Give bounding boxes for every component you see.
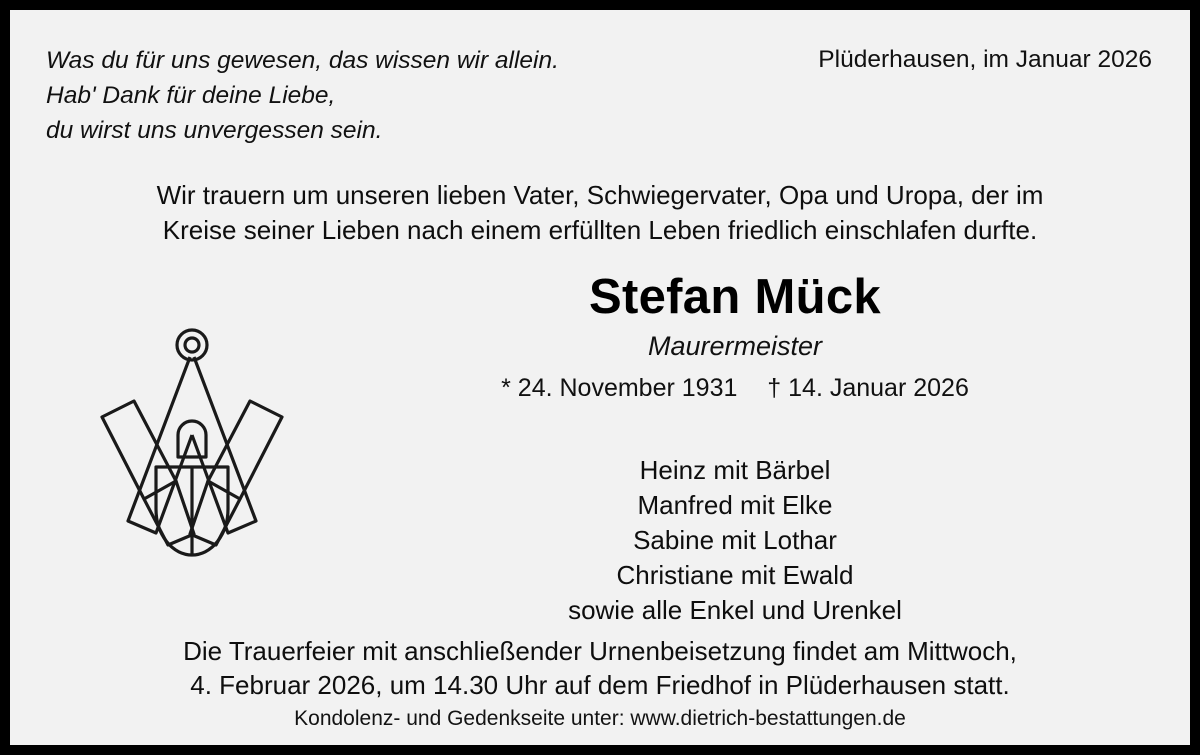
funeral-line-1: Die Trauerfeier mit anschließender Urnenbeisetzung findet am Mittwoch, — [183, 636, 1017, 666]
list-item: Sabine mit Lothar — [633, 524, 837, 555]
list-item: Christiane mit Ewald — [616, 559, 854, 590]
place-and-date: Plüderhausen, im Januar 2026 — [818, 46, 1152, 73]
list-item: Heinz mit Bärbel — [639, 455, 831, 485]
condolence-link[interactable]: Kondolenz- und Gedenkseite unter: www.dietrich-bestattungen.de — [294, 707, 906, 730]
deceased-name: Stefan Mück — [589, 270, 881, 324]
verse-line-3: du wirst uns unvergessen sein. — [46, 116, 383, 144]
verse-line-1: Was du für uns gewesen, das wissen wir allein. — [46, 47, 559, 74]
intro-line-1: Wir trauern um unseren lieben Vater, Schwiegervater, Opa und Uropa, der im — [156, 180, 1044, 210]
death-date: † 14. Januar 2026 — [767, 374, 969, 403]
mourners-list — [340, 453, 1130, 628]
list-item: sowie alle Enkel und Urenkel — [568, 594, 902, 625]
memorial-verse — [46, 44, 559, 148]
birth-date: * 24. November 1931 — [501, 374, 738, 403]
header-row — [10, 44, 1190, 148]
list-item: Manfred mit Elke — [637, 489, 833, 520]
intro-paragraph — [10, 178, 1190, 247]
verse-line-2: Hab' Dank für deine Liebe, — [46, 81, 336, 109]
funeral-line-2: 4. Februar 2026, um 14.30 Uhr auf dem Friedhof in Plüderhausen statt. — [190, 670, 1010, 701]
obituary-card — [10, 10, 1190, 745]
life-dates — [340, 374, 1130, 403]
profession: Maurermeister — [647, 331, 823, 362]
intro-line-2: Kreise seiner Lieben nach einem erfüllten Leben friedlich einschlafen durfte. — [162, 214, 1038, 245]
masons-tools-emblem — [72, 305, 312, 575]
funeral-details — [10, 634, 1190, 703]
deceased-block — [340, 272, 1130, 403]
